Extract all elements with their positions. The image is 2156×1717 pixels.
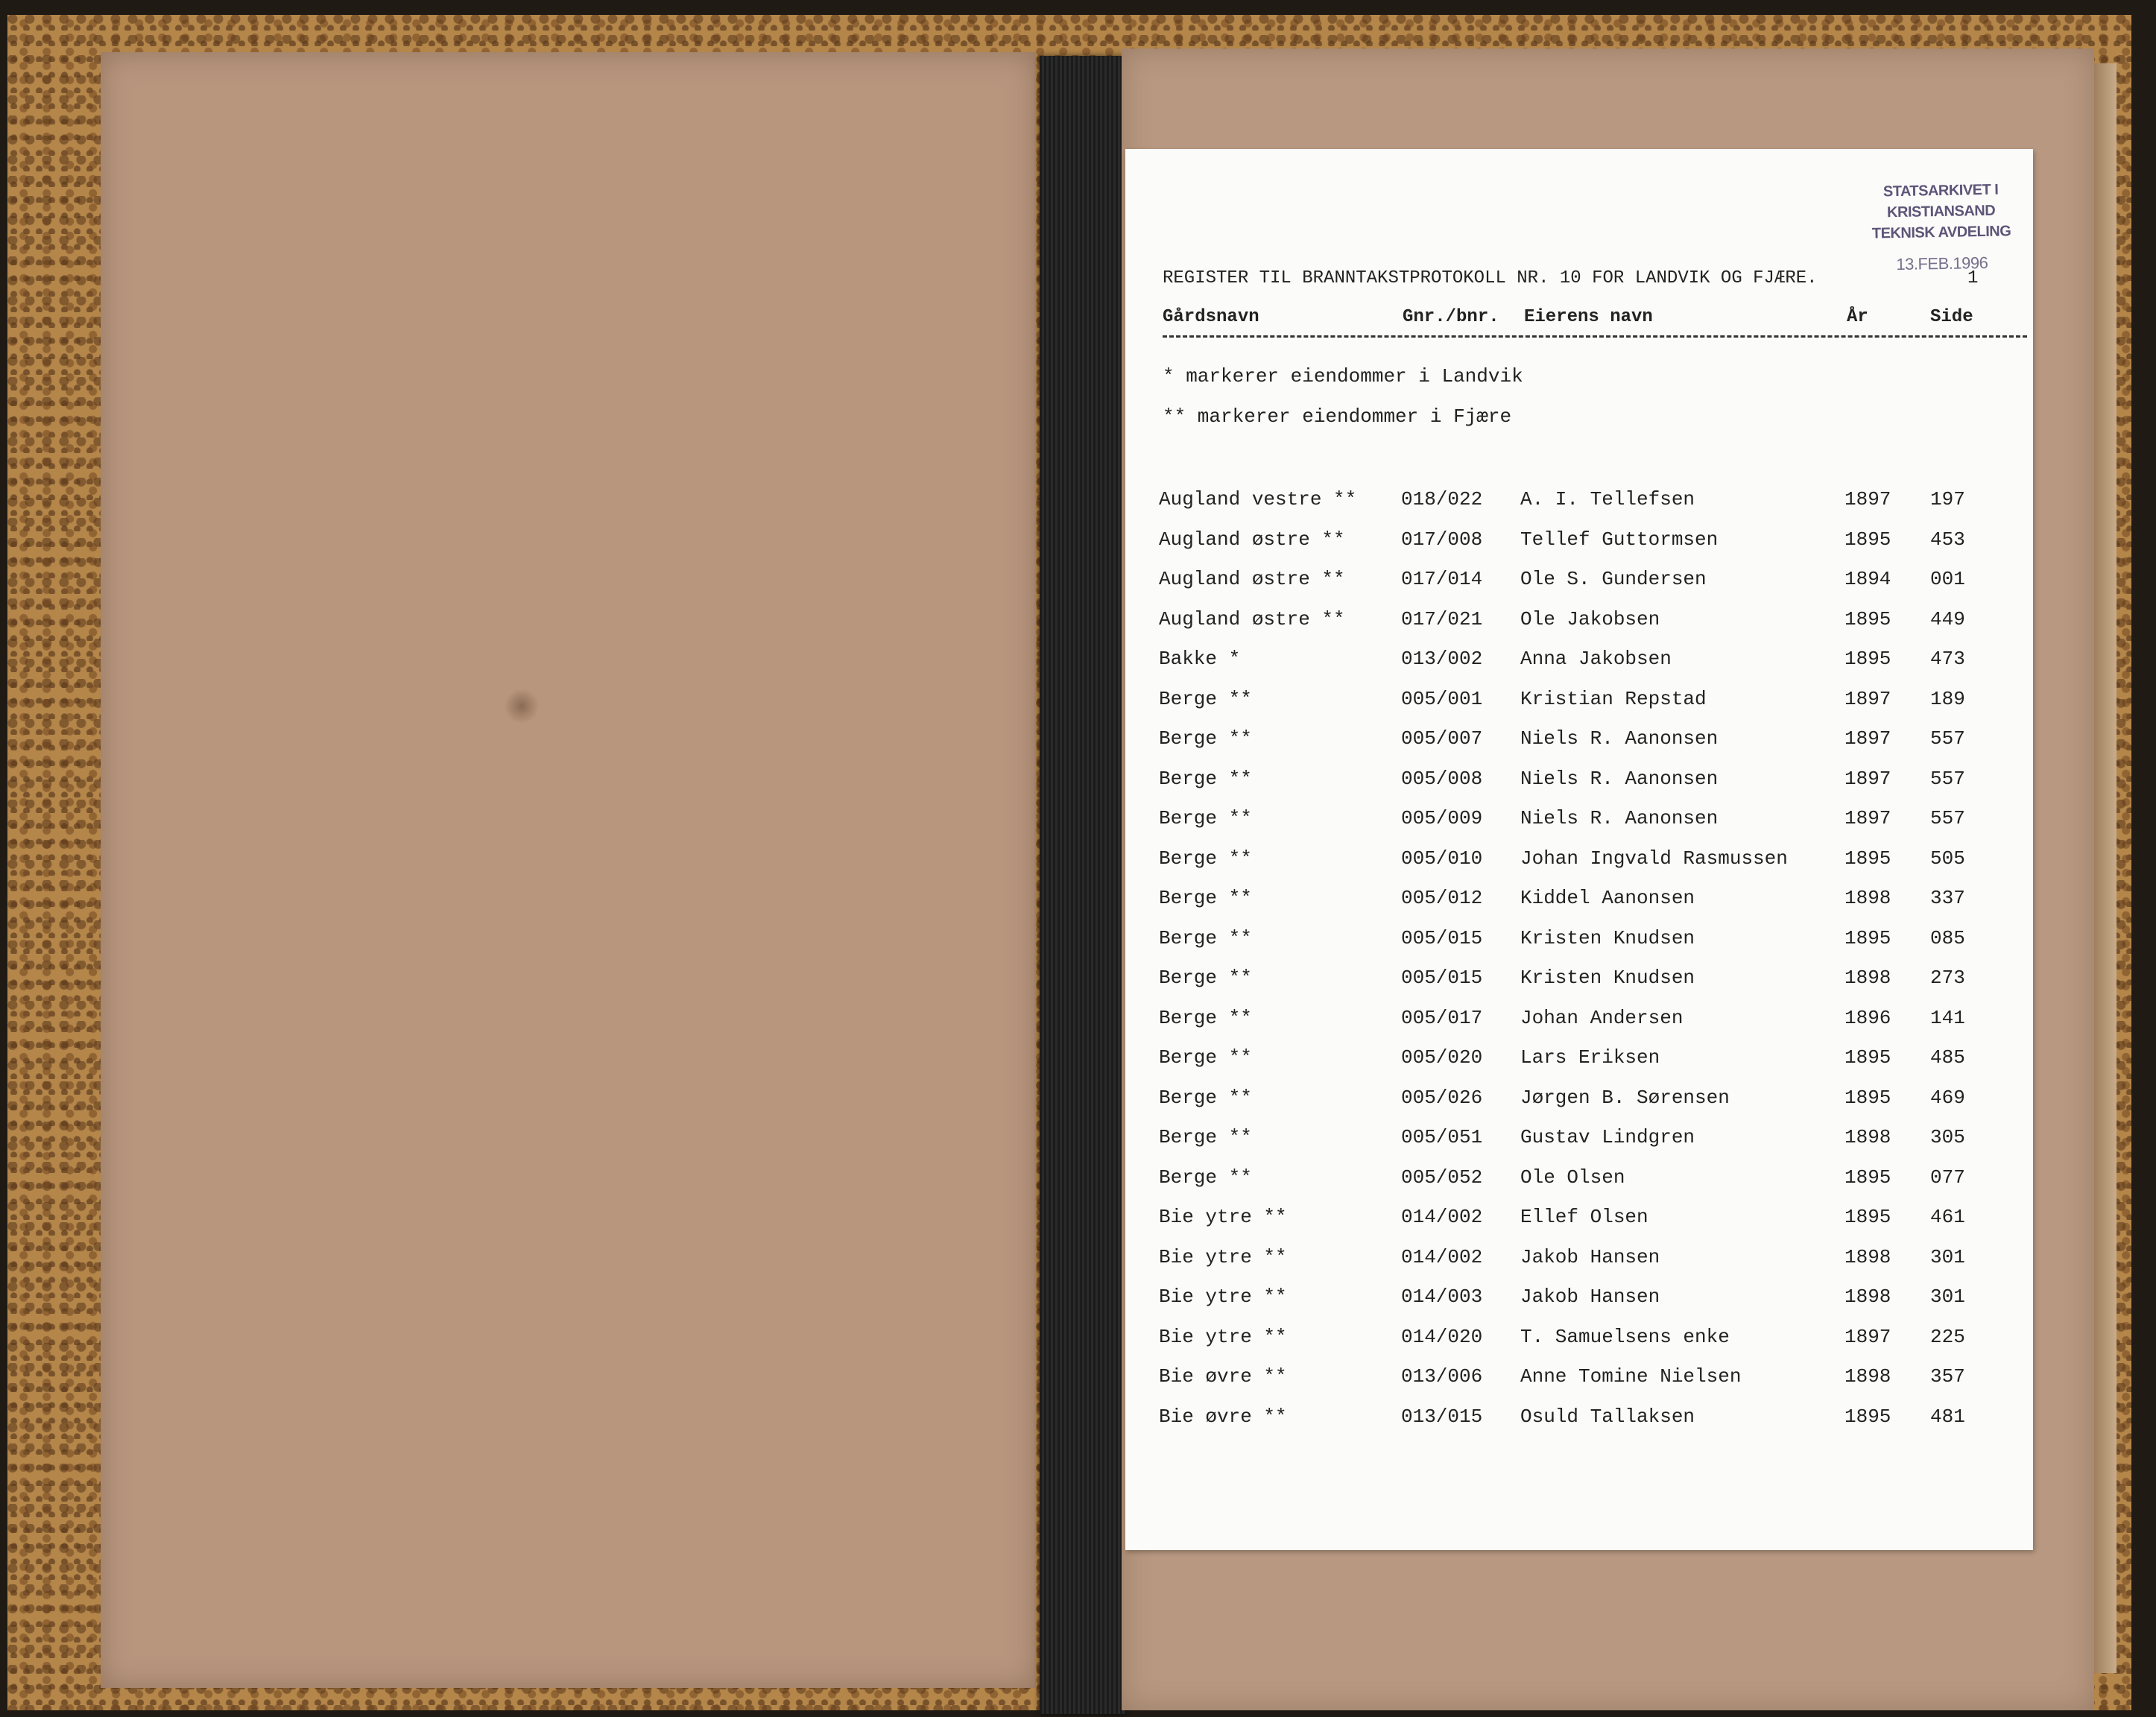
property-number-cell: 013/006: [1401, 1365, 1483, 1388]
farm-name-cell: Bie ytre **: [1159, 1206, 1287, 1228]
dashed-rule: [1163, 335, 2027, 338]
owner-name-cell: Osuld Tallaksen: [1520, 1405, 1695, 1428]
column-header-gnr: Gnr./bnr.: [1403, 307, 1499, 327]
year-cell: 1895: [1844, 1206, 1891, 1228]
farm-name-cell: Berge **: [1159, 926, 1252, 949]
farm-name-cell: Berge **: [1159, 807, 1252, 829]
year-cell: 1897: [1844, 687, 1891, 710]
year-cell: 1898: [1844, 1286, 1891, 1308]
page-ref-cell: 001: [1930, 568, 1965, 590]
year-cell: 1895: [1844, 528, 1891, 551]
table-row: [1125, 1206, 2033, 1236]
year-cell: 1895: [1844, 1046, 1891, 1069]
register-title: REGISTER TIL BRANNTAKSTPROTOKOLL NR. 10 FOR LANDVIK OG FJÆRE.: [1163, 268, 1818, 288]
page-ref-cell: 357: [1930, 1365, 1965, 1388]
property-number-cell: 014/002: [1401, 1245, 1483, 1268]
stamp-date: 13.FEB.1996: [1896, 253, 1988, 274]
farm-name-cell: Bie ytre **: [1159, 1286, 1287, 1308]
owner-name-cell: Jakob Hansen: [1520, 1245, 1660, 1268]
owner-name-cell: Niels R. Aanonsen: [1520, 727, 1719, 750]
farm-name-cell: Bie øvre **: [1159, 1405, 1287, 1428]
owner-name-cell: Kristen Knudsen: [1520, 926, 1695, 949]
year-cell: 1895: [1844, 607, 1891, 630]
farm-name-cell: Berge **: [1159, 967, 1252, 989]
year-cell: 1895: [1844, 1166, 1891, 1189]
stamp-line-2: TEKNISK AVDELING: [1871, 223, 2011, 242]
farm-name-cell: Berge **: [1159, 887, 1252, 909]
stamp-line-1: STATSARKIVET I KRISTIANSAND: [1882, 181, 1999, 221]
year-cell: 1895: [1844, 847, 1891, 870]
page-ref-cell: 085: [1930, 926, 1965, 949]
year-cell: 1897: [1844, 727, 1891, 750]
table-row: [1125, 727, 2033, 757]
owner-name-cell: Ole S. Gundersen: [1520, 568, 1707, 590]
page-ref-cell: 077: [1930, 1166, 1965, 1189]
farm-name-cell: Berge **: [1159, 1166, 1252, 1189]
table-row: [1125, 568, 2033, 598]
page-ref-cell: 557: [1930, 807, 1965, 829]
table-row: [1125, 528, 2033, 558]
property-number-cell: 005/015: [1401, 967, 1483, 989]
property-number-cell: 014/002: [1401, 1206, 1483, 1228]
page-ref-cell: 449: [1930, 607, 1965, 630]
table-row: [1125, 1365, 2033, 1395]
column-header-owner: Eierens navn: [1524, 307, 1653, 327]
table-row: [1125, 807, 2033, 837]
table-row: [1125, 648, 2033, 677]
property-number-cell: 013/015: [1401, 1405, 1483, 1428]
owner-name-cell: Gustav Lindgren: [1520, 1126, 1695, 1148]
year-cell: 1895: [1844, 1086, 1891, 1109]
owner-name-cell: Ellef Olsen: [1520, 1206, 1648, 1228]
owner-name-cell: Niels R. Aanonsen: [1520, 807, 1719, 829]
left-endpaper: [101, 52, 1036, 1688]
property-number-cell: 014/003: [1401, 1286, 1483, 1308]
property-number-cell: 005/007: [1401, 727, 1483, 750]
page-ref-cell: 189: [1930, 687, 1965, 710]
owner-name-cell: A. I. Tellefsen: [1520, 488, 1695, 510]
page-ref-cell: 301: [1930, 1286, 1965, 1308]
year-cell: 1897: [1844, 1325, 1891, 1348]
property-number-cell: 013/002: [1401, 648, 1483, 670]
cloth-spine: [1040, 56, 1125, 1714]
page-ref-cell: 469: [1930, 1086, 1965, 1109]
property-number-cell: 005/015: [1401, 926, 1483, 949]
property-number-cell: 017/008: [1401, 528, 1483, 551]
table-row: [1125, 1166, 2033, 1196]
page-ref-cell: 505: [1930, 847, 1965, 870]
table-row: [1125, 768, 2033, 797]
owner-name-cell: Jørgen B. Sørensen: [1520, 1086, 1730, 1109]
column-header-year: År: [1847, 307, 1868, 327]
year-cell: 1898: [1844, 1365, 1891, 1388]
page-ref-cell: 557: [1930, 727, 1965, 750]
table-row: [1125, 1405, 2033, 1435]
owner-name-cell: Niels R. Aanonsen: [1520, 767, 1719, 790]
paper-stain: [503, 689, 540, 723]
owner-name-cell: Kristian Repstad: [1520, 687, 1707, 710]
archive-stamp: [1840, 179, 2043, 276]
year-cell: 1897: [1844, 488, 1891, 510]
year-cell: 1897: [1844, 767, 1891, 790]
page-ref-cell: 305: [1930, 1126, 1965, 1148]
farm-name-cell: Berge **: [1159, 1046, 1252, 1069]
page-ref-cell: 473: [1930, 648, 1965, 670]
year-cell: 1898: [1844, 1245, 1891, 1268]
table-row: [1125, 1126, 2033, 1156]
table-row: [1125, 887, 2033, 917]
table-row: [1125, 688, 2033, 718]
page-ref-cell: 485: [1930, 1046, 1965, 1069]
farm-name-cell: Augland østre **: [1159, 568, 1345, 590]
page-number: 1: [1967, 268, 1979, 288]
page-ref-cell: 225: [1930, 1325, 1965, 1348]
property-number-cell: 005/009: [1401, 807, 1483, 829]
table-row: [1125, 927, 2033, 957]
farm-name-cell: Berge **: [1159, 687, 1252, 710]
owner-name-cell: Jakob Hansen: [1520, 1286, 1660, 1308]
property-number-cell: 005/017: [1401, 1006, 1483, 1029]
note-landvik: * markerer eiendommer i Landvik: [1163, 365, 1523, 388]
property-number-cell: 005/010: [1401, 847, 1483, 870]
year-cell: 1894: [1844, 568, 1891, 590]
farm-name-cell: Augland østre **: [1159, 607, 1345, 630]
year-cell: 1898: [1844, 967, 1891, 989]
property-number-cell: 005/001: [1401, 687, 1483, 710]
column-header-farm: Gårdsnavn: [1163, 307, 1259, 327]
farm-name-cell: Berge **: [1159, 767, 1252, 790]
table-row: [1125, 1046, 2033, 1076]
owner-name-cell: T. Samuelsens enke: [1520, 1325, 1730, 1348]
page-ref-cell: 273: [1930, 967, 1965, 989]
page-ref-cell: 461: [1930, 1206, 1965, 1228]
table-row: [1125, 608, 2033, 638]
farm-name-cell: Bie ytre **: [1159, 1245, 1287, 1268]
page-ref-cell: 301: [1930, 1245, 1965, 1268]
owner-name-cell: Johan Ingvald Rasmussen: [1520, 847, 1788, 870]
farm-name-cell: Augland vestre **: [1159, 488, 1357, 510]
owner-name-cell: Anne Tomine Nielsen: [1520, 1365, 1742, 1388]
owner-name-cell: Kiddel Aanonsen: [1520, 887, 1695, 909]
property-number-cell: 005/026: [1401, 1086, 1483, 1109]
property-number-cell: 017/021: [1401, 607, 1483, 630]
year-cell: 1895: [1844, 648, 1891, 670]
owner-name-cell: Tellef Guttormsen: [1520, 528, 1719, 551]
page-ref-cell: 481: [1930, 1405, 1965, 1428]
owner-name-cell: Ole Jakobsen: [1520, 607, 1660, 630]
property-number-cell: 014/020: [1401, 1325, 1483, 1348]
property-number-cell: 017/014: [1401, 568, 1483, 590]
property-number-cell: 018/022: [1401, 488, 1483, 510]
farm-name-cell: Bie øvre **: [1159, 1365, 1287, 1388]
farm-name-cell: Bie ytre **: [1159, 1325, 1287, 1348]
year-cell: 1895: [1844, 926, 1891, 949]
page-ref-cell: 197: [1930, 488, 1965, 510]
year-cell: 1897: [1844, 807, 1891, 829]
page-ref-cell: 141: [1930, 1006, 1965, 1029]
farm-name-cell: Bakke *: [1159, 648, 1241, 670]
column-header-page: Side: [1930, 307, 1973, 327]
table-row: [1125, 1087, 2033, 1116]
year-cell: 1895: [1844, 1405, 1891, 1428]
page-ref-cell: 453: [1930, 528, 1965, 551]
property-number-cell: 005/008: [1401, 767, 1483, 790]
owner-name-cell: Anna Jakobsen: [1520, 648, 1672, 670]
table-row: [1125, 1007, 2033, 1037]
farm-name-cell: Augland østre **: [1159, 528, 1345, 551]
table-row: [1125, 967, 2033, 996]
year-cell: 1898: [1844, 1126, 1891, 1148]
property-number-cell: 005/020: [1401, 1046, 1483, 1069]
table-row: [1125, 847, 2033, 877]
table-row: [1125, 488, 2033, 518]
property-number-cell: 005/012: [1401, 887, 1483, 909]
property-number-cell: 005/052: [1401, 1166, 1483, 1189]
owner-name-cell: Ole Olsen: [1520, 1166, 1625, 1189]
property-number-cell: 005/051: [1401, 1126, 1483, 1148]
farm-name-cell: Berge **: [1159, 1086, 1252, 1109]
page-ref-cell: 557: [1930, 767, 1965, 790]
owner-name-cell: Johan Andersen: [1520, 1006, 1684, 1029]
year-cell: 1898: [1844, 887, 1891, 909]
owner-name-cell: Kristen Knudsen: [1520, 967, 1695, 989]
farm-name-cell: Berge **: [1159, 1006, 1252, 1029]
register-sheet: [1125, 149, 2033, 1550]
page-ref-cell: 337: [1930, 887, 1965, 909]
table-row: [1125, 1246, 2033, 1276]
year-cell: 1896: [1844, 1006, 1891, 1029]
farm-name-cell: Berge **: [1159, 1126, 1252, 1148]
table-row: [1125, 1286, 2033, 1315]
farm-name-cell: Berge **: [1159, 727, 1252, 750]
table-row: [1125, 1326, 2033, 1356]
owner-name-cell: Lars Eriksen: [1520, 1046, 1660, 1069]
page-edge: [2094, 63, 2117, 1673]
farm-name-cell: Berge **: [1159, 847, 1252, 870]
note-fjaere: ** markerer eiendommer i Fjære: [1163, 405, 1512, 428]
